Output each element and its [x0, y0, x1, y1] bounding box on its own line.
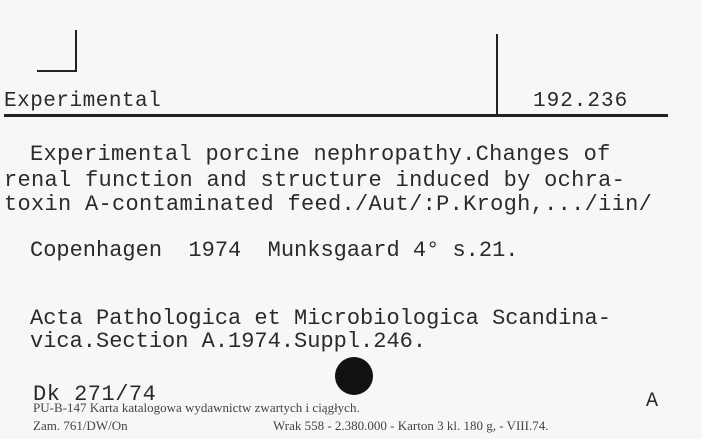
imprint-line: Copenhagen 1974 Munksgaard 4° s.21.: [30, 238, 519, 263]
title-line-2: renal function and structure induced by ochra-: [4, 168, 626, 193]
printer-imprint-3: Wrak 558 - 2.380.000 - Karton 3 kl. 180 g, - VIII.74.: [273, 418, 549, 433]
vertical-divider: [496, 34, 498, 114]
card-letter: A: [646, 390, 659, 413]
shelf-mark: Dk 271/74: [33, 382, 157, 407]
punch-hole: [335, 357, 373, 395]
series-line-1: Acta Pathologica et Microbiologica Scandina-: [30, 306, 611, 331]
printer-imprint-1: PU-B-147 Karta katalogowa wydawnictw zwartych i ciągłych.: [33, 400, 360, 415]
subject-heading: Experimental: [4, 90, 162, 113]
corner-mark: [37, 30, 77, 72]
title-line-1: Experimental porcine nephropathy.Changes of: [30, 142, 611, 167]
title-line-3: toxin A-contaminated feed./Aut/:P.Krogh,.../iin/: [4, 192, 653, 217]
printer-imprint-2: Zam. 761/DW/On: [33, 418, 128, 433]
call-number: 192.236: [533, 90, 629, 113]
series-line-2: vica.Section A.1974.Suppl.246.: [30, 329, 427, 354]
heading-underline: [4, 114, 668, 117]
